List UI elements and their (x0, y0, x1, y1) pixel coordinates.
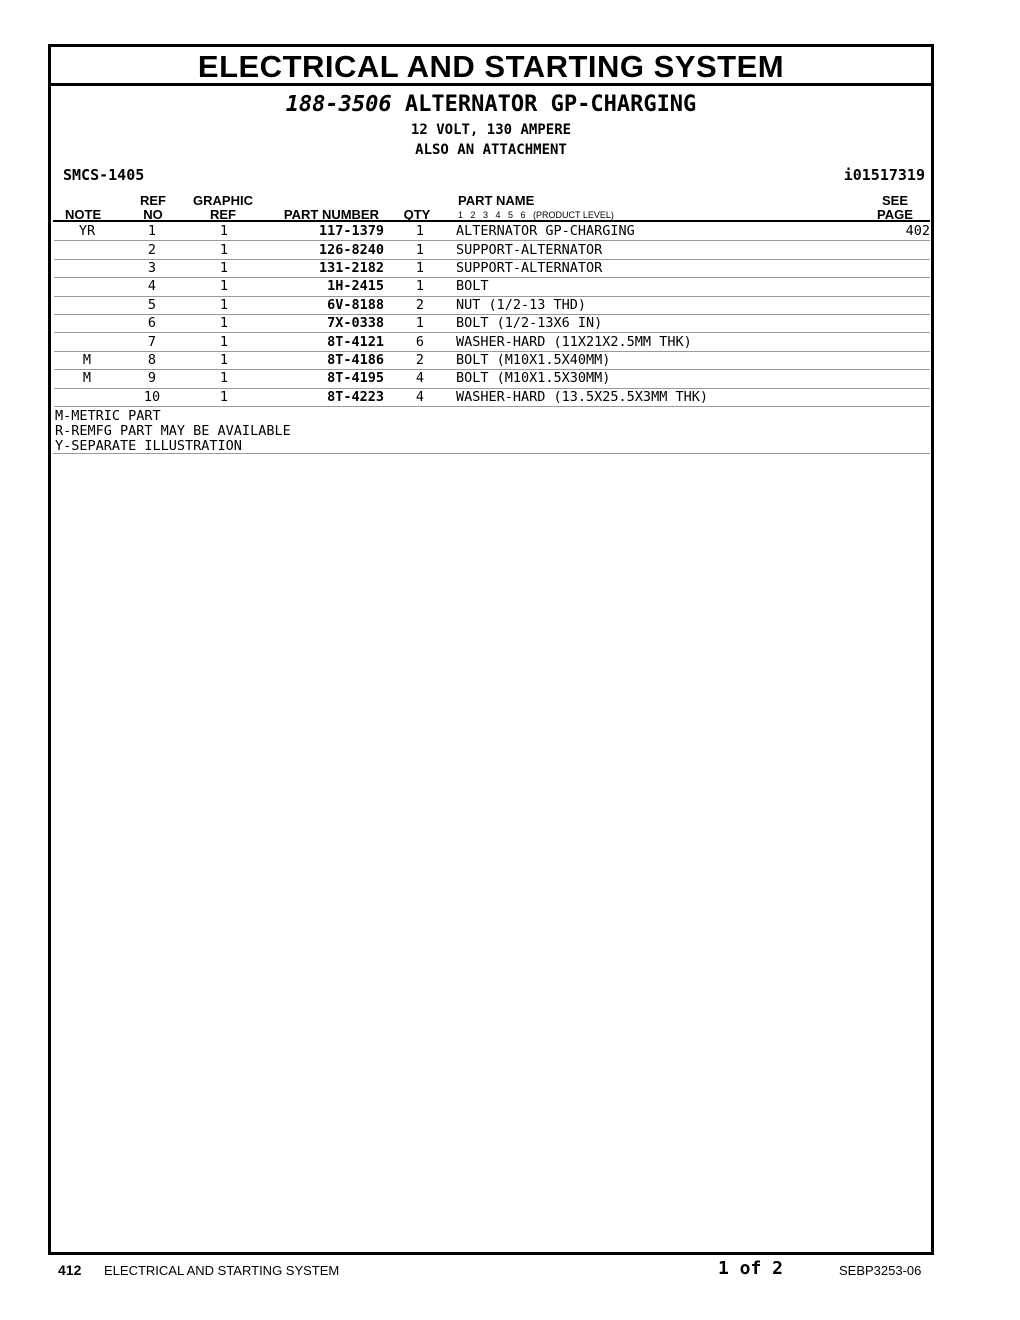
part-name: SUPPORT-ALTERNATOR (456, 241, 860, 259)
graphic-ref: 1 (184, 241, 264, 259)
see-page (860, 351, 930, 369)
graphic-ref: 1 (184, 388, 264, 406)
part-name: NUT (1/2-13 THD) (456, 296, 860, 314)
graphic-ref: 1 (184, 314, 264, 332)
part-number: 8T-4121 (264, 333, 384, 351)
subtitle-line-1: 12 VOLT, 130 AMPERE (410, 122, 572, 138)
illustration-id: i01517319 (843, 166, 925, 184)
page-footer (0, 1258, 1020, 1288)
see-page: 402 (860, 223, 930, 241)
section-title: ELECTRICAL AND STARTING SYSTEM (51, 47, 931, 86)
part-note (54, 259, 120, 277)
quantity: 1 (384, 278, 456, 296)
ref-number: 3 (120, 259, 184, 277)
parts-table (54, 223, 930, 407)
part-name: BOLT (M10X1.5X40MM) (456, 351, 860, 369)
see-page (860, 314, 930, 332)
ref-number: 5 (120, 296, 184, 314)
table-row (54, 223, 930, 241)
col-ref-header-top: REF (140, 193, 166, 208)
part-note: M (54, 351, 120, 369)
ref-number: 9 (120, 370, 184, 388)
quantity: 4 (384, 370, 456, 388)
graphic-ref: 1 (184, 370, 264, 388)
parts-list-frame (48, 44, 934, 1255)
ref-number: 4 (120, 278, 184, 296)
quantity: 1 (384, 223, 456, 241)
part-number: 117-1379 (264, 223, 384, 241)
ref-number: 1 (120, 223, 184, 241)
quantity: 1 (384, 259, 456, 277)
table-row (54, 259, 930, 277)
part-name: WASHER-HARD (11X21X2.5MM THK) (456, 333, 860, 351)
see-page (860, 370, 930, 388)
part-number: 1H-2415 (264, 278, 384, 296)
col-graphic-header-bottom: REF (210, 207, 236, 222)
quantity: 2 (384, 296, 456, 314)
part-note (54, 388, 120, 406)
part-note: YR (54, 223, 120, 241)
graphic-ref: 1 (184, 223, 264, 241)
ref-number: 6 (120, 314, 184, 332)
smcs-code: SMCS-1405 (63, 166, 145, 184)
group-name: ALTERNATOR GP-CHARGING (404, 92, 697, 117)
document-number: SEBP3253-06 (839, 1263, 922, 1278)
see-page (860, 333, 930, 351)
table-row (54, 370, 930, 388)
part-name: SUPPORT-ALTERNATOR (456, 259, 860, 277)
part-name: ALTERNATOR GP-CHARGING (456, 223, 860, 241)
see-page (860, 241, 930, 259)
table-row (54, 333, 930, 351)
ref-number: 8 (120, 351, 184, 369)
part-note (54, 296, 120, 314)
graphic-ref: 1 (184, 351, 264, 369)
part-number: 8T-4195 (264, 370, 384, 388)
legend-item-separate-illustration: Y-SEPARATE ILLUSTRATION (55, 438, 242, 454)
part-name: BOLT (1/2-13X6 IN) (456, 314, 860, 332)
part-number: 6V-8188 (264, 296, 384, 314)
table-row (54, 278, 930, 296)
part-name: BOLT (456, 278, 860, 296)
part-note (54, 333, 120, 351)
part-number: 131-2182 (264, 259, 384, 277)
ref-number: 2 (120, 241, 184, 259)
header-divider (53, 220, 930, 222)
footer-section-title: ELECTRICAL AND STARTING SYSTEM (104, 1263, 340, 1278)
part-note (54, 241, 120, 259)
graphic-ref: 1 (184, 278, 264, 296)
part-name: WASHER-HARD (13.5X25.5X3MM THK) (456, 388, 860, 406)
table-row (54, 296, 930, 314)
parts-table-body (54, 223, 930, 406)
col-see-page-header-top: SEE (881, 193, 908, 208)
page-count: 1 of 2 (718, 1258, 784, 1279)
part-number: 7X-0338 (264, 314, 384, 332)
graphic-ref: 1 (184, 333, 264, 351)
graphic-ref: 1 (184, 296, 264, 314)
quantity: 1 (384, 241, 456, 259)
part-note: M (54, 370, 120, 388)
part-note (54, 314, 120, 332)
see-page (860, 259, 930, 277)
subtitle-line-2: ALSO AN ATTACHMENT (415, 142, 567, 158)
legend-item-metric: M-METRIC PART (55, 408, 161, 424)
part-number: 8T-4223 (264, 388, 384, 406)
part-number: 126-8240 (264, 241, 384, 259)
col-part-number-header: PART NUMBER (283, 207, 379, 222)
legend (55, 409, 291, 454)
part-number: 8T-4186 (264, 351, 384, 369)
graphic-ref: 1 (184, 259, 264, 277)
quantity: 1 (384, 314, 456, 332)
see-page (860, 296, 930, 314)
group-heading (51, 91, 931, 119)
legend-item-remfg: R-REMFG PART MAY BE AVAILABLE (55, 423, 291, 439)
col-ref-header-bottom: NO (143, 207, 163, 222)
quantity: 6 (384, 333, 456, 351)
table-row (54, 351, 930, 369)
part-name: BOLT (M10X1.5X30MM) (456, 370, 860, 388)
quantity: 4 (384, 388, 456, 406)
ref-number: 10 (120, 388, 184, 406)
table-row (54, 241, 930, 259)
col-part-name-header: PART NAME (458, 193, 535, 208)
col-note-header: NOTE (65, 207, 102, 222)
col-graphic-header-top: GRAPHIC (193, 193, 253, 208)
ref-number: 7 (120, 333, 184, 351)
group-part-number: 188-3506 (285, 92, 392, 117)
see-page (860, 278, 930, 296)
quantity: 2 (384, 351, 456, 369)
col-qty-header: QTY (403, 207, 431, 222)
legend-divider (53, 453, 930, 454)
see-page (860, 388, 930, 406)
page-number: 412 (58, 1262, 82, 1278)
col-see-page-header-bottom: PAGE (877, 207, 913, 222)
product-level-labels: 1 2 3 4 5 6 (PRODUCT LEVEL) (458, 210, 614, 220)
part-note (54, 278, 120, 296)
table-row (54, 314, 930, 332)
table-row (54, 388, 930, 406)
